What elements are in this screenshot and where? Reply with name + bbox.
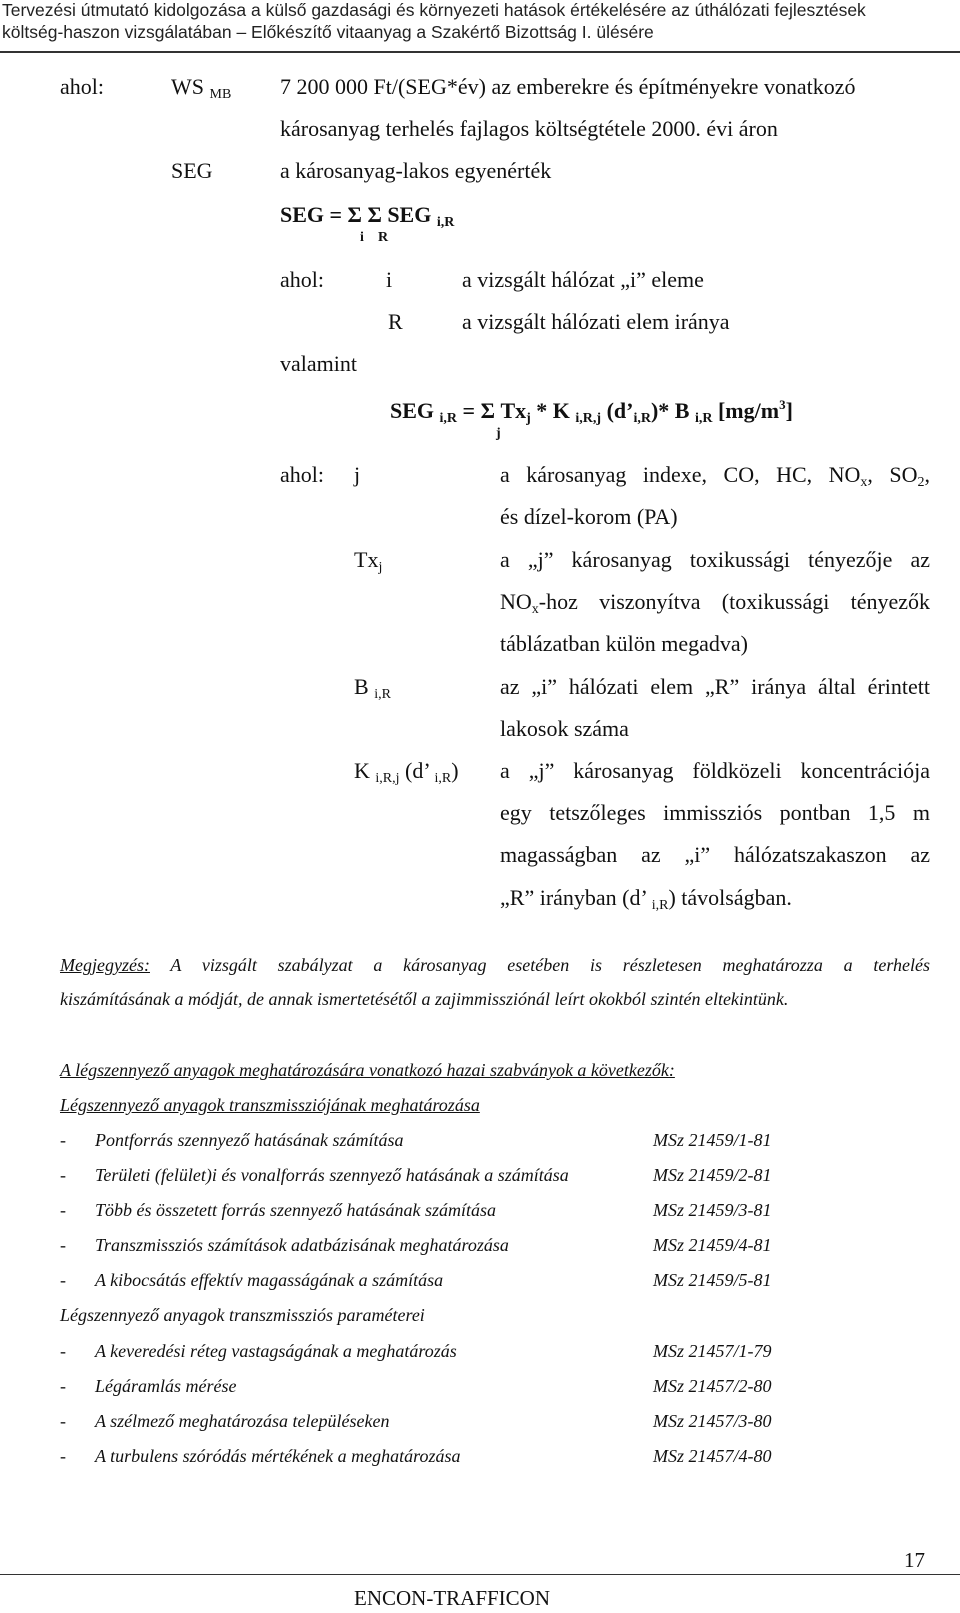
seg-formula: SEG = Σ Σ SEG $_{i,R}$ — [280, 202, 455, 230]
standards-group-2-title: Légszennyező anyagok transzmissziós paraméterei — [60, 1305, 425, 1325]
standard-name: Több és összetett forrás szennyező hatásának számítása — [95, 1200, 497, 1220]
standard-dash: - — [60, 1270, 66, 1290]
standard-dash: - — [60, 1411, 66, 1431]
ws-symbol: WS $_{MB}$ — [171, 74, 232, 102]
standard-code: MSz 21457/1-79 — [653, 1341, 772, 1361]
standard-dash: - — [60, 1130, 66, 1150]
k-definition-line-4: „R” irányban (d’ $_{i,R}$) távolságban. — [500, 885, 792, 913]
r-symbol: R — [388, 309, 403, 334]
j-symbol: j — [354, 462, 361, 487]
k-definition-line-3: magasságban az „i” hálózatszakaszon az — [500, 842, 930, 867]
j-definition-line-1: a károsanyag indexe, CO, HC, $NO_x$, $SO_2$, — [500, 462, 930, 490]
standard-name: Pontforrás szennyező hatásának számítása — [95, 1130, 404, 1150]
note-line-1: Megjegyzés: A vizsgált szabályzat a károsanyag esetében is részletesen meghatározza a terhelés — [60, 955, 930, 975]
ws-definition-line-2: károsanyag terhelés fajlagos költségtétele 2000. évi áron — [280, 116, 778, 141]
standard-dash: - — [60, 1341, 66, 1361]
tx-definition-line-2: $NO_x$-hoz viszonyítva (toxikussági tényezők — [500, 589, 930, 617]
standard-code: MSz 21459/1-81 — [653, 1130, 772, 1150]
standard-name: A kibocsátás effektív magasságának a számítása — [95, 1270, 444, 1290]
r-definition: a vizsgált hálózati elem iránya — [462, 309, 730, 334]
formula-under-i: i — [360, 230, 364, 245]
standards-intro: A légszennyező anyagok meghatározására vonatkozó hazai szabványok a következők: — [60, 1060, 675, 1080]
standard-code: MSz 21457/4-80 — [653, 1446, 772, 1466]
standard-dash: - — [60, 1235, 66, 1255]
tx-definition-line-3: táblázatban külön megadva) — [500, 631, 749, 656]
standard-name: A turbulens szóródás mértékének a meghatározása — [95, 1446, 461, 1466]
k-definition-line-1: a „j” károsanyag földközeli koncentrációja — [500, 758, 930, 783]
ahol-label-1: ahol: — [60, 74, 104, 99]
standard-code: MSz 21459/2-81 — [653, 1165, 772, 1185]
standards-group-1-title: Légszennyező anyagok transzmissziójának meghatározása — [60, 1095, 480, 1115]
b-definition-line-1: az „i” hálózati elem „R” iránya által érintett — [500, 674, 930, 699]
valamint-label: valamint — [280, 351, 357, 376]
formula-under-j: j — [496, 426, 501, 441]
standard-code: MSz 21457/2-80 — [653, 1376, 772, 1396]
standard-name: Területi (felület)i és vonalforrás szennyező hatásának a számítása — [95, 1165, 569, 1185]
seg-definition: a károsanyag-lakos egyenérték — [280, 158, 552, 183]
tx-definition-line-1: a „j” károsanyag toxikussági tényezője az — [500, 547, 930, 572]
i-definition: a vizsgált hálózat „i” eleme — [462, 267, 704, 292]
k-symbol: K $_{i,R,j}$ (d’ $_{i,R}$) — [354, 758, 459, 786]
i-symbol: i — [386, 267, 393, 292]
standard-name: A keveredési réteg vastagságának a meghatározás — [95, 1341, 457, 1361]
note-line-2: kiszámításának a módját, de annak ismertetésétől a zajimmissziónál leírt okokból szintén eltekintünk. — [60, 989, 789, 1009]
ahol-label-3: ahol: — [280, 462, 324, 487]
standard-dash: - — [60, 1376, 66, 1396]
standard-dash: - — [60, 1165, 66, 1185]
running-header-line-2: költség-haszon vizsgálatában – Előkészítő vitaanyag a Szakértő Bizottság I. ülésére — [2, 22, 654, 42]
standard-code: MSz 21459/5-81 — [653, 1270, 772, 1290]
standard-code: MSz 21459/4-81 — [653, 1235, 772, 1255]
footer-rule — [0, 1574, 960, 1575]
standard-code: MSz 21457/3-80 — [653, 1411, 772, 1431]
tx-symbol: $Tx_j$ — [354, 547, 383, 575]
ahol-label-2: ahol: — [280, 267, 324, 292]
standard-name: Légáramlás mérése — [95, 1376, 237, 1396]
standard-dash: - — [60, 1200, 66, 1220]
k-definition-line-2: egy tetszőleges immissziós pontban 1,5 m — [500, 800, 930, 825]
b-symbol: B $_{i,R}$ — [354, 674, 391, 702]
standard-dash: - — [60, 1446, 66, 1466]
formula-under-r: R — [378, 230, 389, 245]
seg-symbol: SEG — [171, 158, 213, 183]
header-rule — [0, 51, 960, 53]
standard-name: Transzmissziós számítások adatbázisának meghatározása — [95, 1235, 509, 1255]
ws-definition-line-1: 7 200 000 Ft/(SEG*év) az emberekre és építményekre vonatkozó — [280, 74, 856, 99]
footer-company: ENCON-TRAFFICON — [354, 1586, 551, 1610]
standard-name: A szélmező meghatározása településeken — [95, 1411, 390, 1431]
b-definition-line-2: lakosok száma — [500, 716, 629, 741]
standard-code: MSz 21459/3-81 — [653, 1200, 772, 1220]
j-definition-line-2: és dízel-korom (PA) — [500, 504, 678, 529]
page-number: 17 — [904, 1548, 925, 1572]
running-header-line-1: Tervezési útmutató kidolgozása a külső gazdasági és környezeti hatások értékelésére az úthálózati fejlesztések — [2, 0, 866, 20]
seg-ir-formula: SEG $_{i,R}$ = Σ $Tx_j$ * K $_{i,R,j}$ $(d’_{i,R})*$ B $_{i,R}$ $[mg/m^3]$ — [390, 397, 793, 426]
